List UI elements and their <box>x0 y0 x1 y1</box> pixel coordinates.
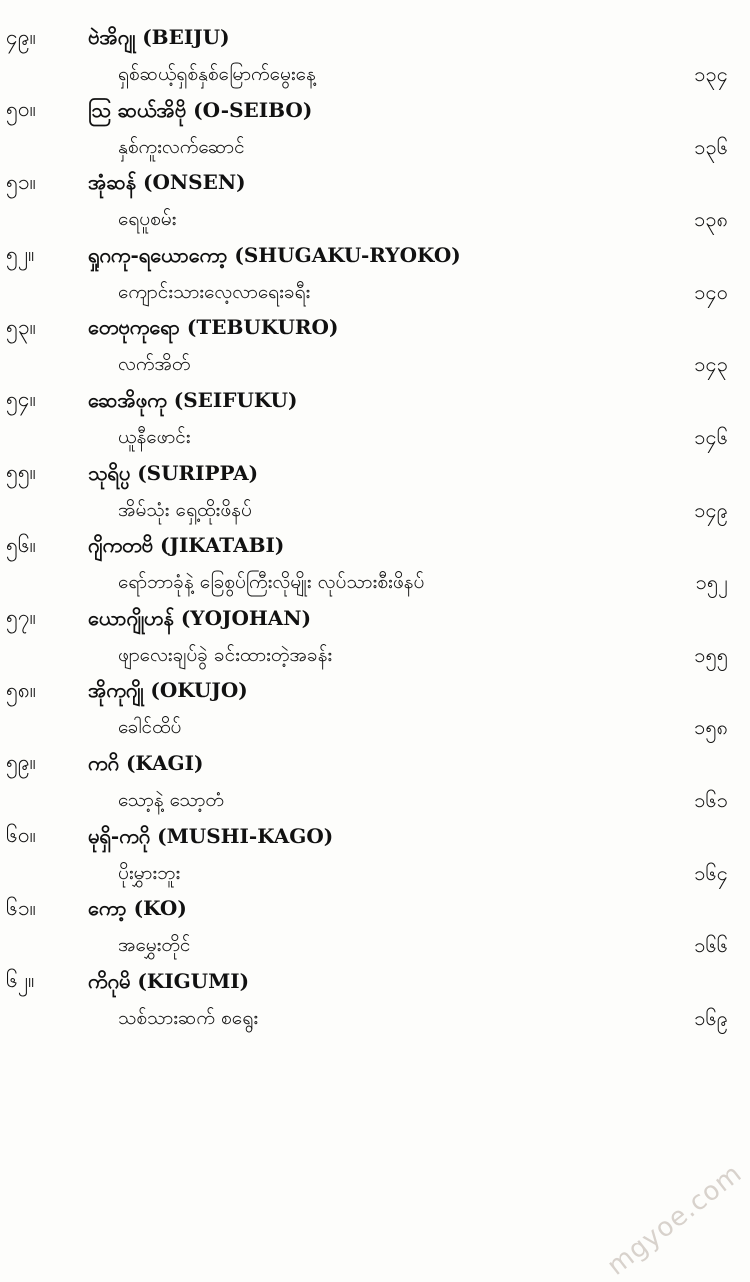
toc-entry <box>0 675 750 748</box>
entry-number: ၅၀။ <box>6 97 36 122</box>
toc-entry <box>0 458 750 531</box>
entry-description: ကျောင်းသားလေ့လာရေးခရီး <box>118 280 311 303</box>
entry-page-number: ၁၆၁ <box>694 787 728 812</box>
entry-number: ၅၇။ <box>6 605 36 630</box>
entry-description: သစ်သားဆက် စရွေး <box>118 1006 259 1029</box>
entry-number: ၆၁။ <box>6 895 36 920</box>
entry-title: ရှုဂကု-ရယောကော့ (SHUGAKU-RYOKO) <box>88 242 461 267</box>
entry-number: ၅၁။ <box>6 169 36 194</box>
toc-entry <box>0 530 750 603</box>
entry-description: နှစ်ကူးလက်ဆောင် <box>118 135 245 158</box>
entry-description: အိမ်သုံး ရှေ့ထိုးဖိနပ် <box>118 498 252 521</box>
entry-description: ရှစ်ဆယ့်ရှစ်နှစ်မြောက်မွေးနေ့ <box>118 63 316 85</box>
toc-entry <box>0 312 750 385</box>
entry-page-number: ၁၅၂ <box>695 570 728 595</box>
entry-page-number: ၁၆၆ <box>694 933 728 958</box>
entry-description: ယူနီဖောင်း <box>118 425 191 448</box>
entry-title: သြ ဆယ်အိဗို (O-SEIBO) <box>88 97 313 122</box>
entry-description: အမွှေးတိုင် <box>118 934 191 957</box>
entry-title: အုံဆန် (ONSEN) <box>88 170 246 195</box>
entry-title: ကိဂုမိ (KIGUMI) <box>88 968 250 993</box>
entry-page-number: ၁၆၄ <box>694 860 728 885</box>
entry-detail <box>0 785 750 819</box>
toc-entry <box>0 240 750 313</box>
entry-description: ရေပူစမ်း <box>118 208 177 231</box>
entry-detail <box>0 277 750 311</box>
entry-title: အိုကုဂျို (OKUJO) <box>88 678 248 703</box>
entry-title: ကဂိ (KAGI) <box>88 750 204 775</box>
entry-page-number: ၁၆၉ <box>694 1005 728 1030</box>
entry-number: ၅၄။ <box>6 387 36 412</box>
entry-title: သုရိပ္ပ (SURIPPA) <box>88 460 259 485</box>
entry-description: လက်အိတ် <box>118 353 191 376</box>
entry-detail <box>0 204 750 238</box>
entry-page-number: ၁၄၉ <box>694 497 728 522</box>
entry-detail <box>0 930 750 964</box>
toc-entry <box>0 966 750 1039</box>
toc-entry <box>0 893 750 966</box>
toc-entry <box>0 385 750 458</box>
entry-description: ရော်ဘာခုံနဲ့ ခြေစွပ်ကြီးလိုမျိုး လုပ်သားစီးဖိနပ် <box>118 571 425 594</box>
entry-detail <box>0 640 750 674</box>
entry-title: ယောဂျိုဟန် (YOJOHAN) <box>88 605 312 630</box>
entry-number: ၅၂။ <box>6 242 35 267</box>
entry-detail <box>0 495 750 529</box>
entry-number: ၅၆။ <box>6 532 36 557</box>
entry-number: ၆၀။ <box>6 823 36 848</box>
entry-title: ကော့ (KO) <box>88 896 187 921</box>
entry-number: ၅၈။ <box>6 677 37 702</box>
table-of-contents <box>0 22 750 1038</box>
toc-entry <box>0 821 750 894</box>
entry-title: ဆေအိဖုကု (SEIFUKU) <box>88 387 298 412</box>
entry-detail <box>0 1003 750 1037</box>
entry-page-number: ၁၃၄ <box>694 62 728 86</box>
entry-number: ၅၅။ <box>6 460 36 485</box>
entry-description: ဖျာလေးချပ်ခွဲ ခင်းထားတဲ့အခန်း <box>118 643 333 666</box>
entry-detail <box>0 567 750 601</box>
entry-page-number: ၁၄၃ <box>694 352 728 377</box>
entry-detail <box>0 349 750 383</box>
entry-description: ခေါင်ထိပ် <box>118 716 182 739</box>
entry-title: ဂျိကတဗိ (JIKATABI) <box>88 533 285 558</box>
entry-number: ၄၉။ <box>6 24 36 49</box>
entry-page-number: ၁၅၅ <box>694 642 728 667</box>
entry-page-number: ၁၃၈ <box>694 207 728 232</box>
entry-detail <box>0 132 750 166</box>
entry-title: မုရှိ-ကဂို (MUSHI-KAGO) <box>88 823 334 848</box>
watermark: mgyoe.com <box>601 1158 748 1282</box>
entry-detail <box>0 422 750 456</box>
entry-page-number: ၁၅၈ <box>694 715 728 740</box>
entry-page-number: ၁၃၆ <box>694 134 728 159</box>
entry-page-number: ၁၄၀ <box>694 279 728 304</box>
entry-description: ပိုးမွှားဘူး <box>118 861 181 884</box>
entry-number: ၅၃။ <box>6 314 36 339</box>
entry-detail <box>0 858 750 892</box>
entry-number: ၅၉။ <box>6 750 36 775</box>
entry-page-number: ၁၄၆ <box>694 424 728 449</box>
toc-entry <box>0 22 750 95</box>
entry-title: ဗဲအိဂျု (BEIJU) <box>88 25 230 49</box>
toc-entry <box>0 167 750 240</box>
toc-entry <box>0 603 750 676</box>
toc-entry <box>0 748 750 821</box>
entry-title: တေဗုကုရော (TEBUKURO) <box>88 315 339 340</box>
entry-detail <box>0 59 750 93</box>
entry-number: ၆၂။ <box>6 968 35 993</box>
entry-detail <box>0 712 750 746</box>
entry-description: သော့နဲ့ သော့တံ <box>118 788 224 811</box>
toc-entry <box>0 95 750 168</box>
